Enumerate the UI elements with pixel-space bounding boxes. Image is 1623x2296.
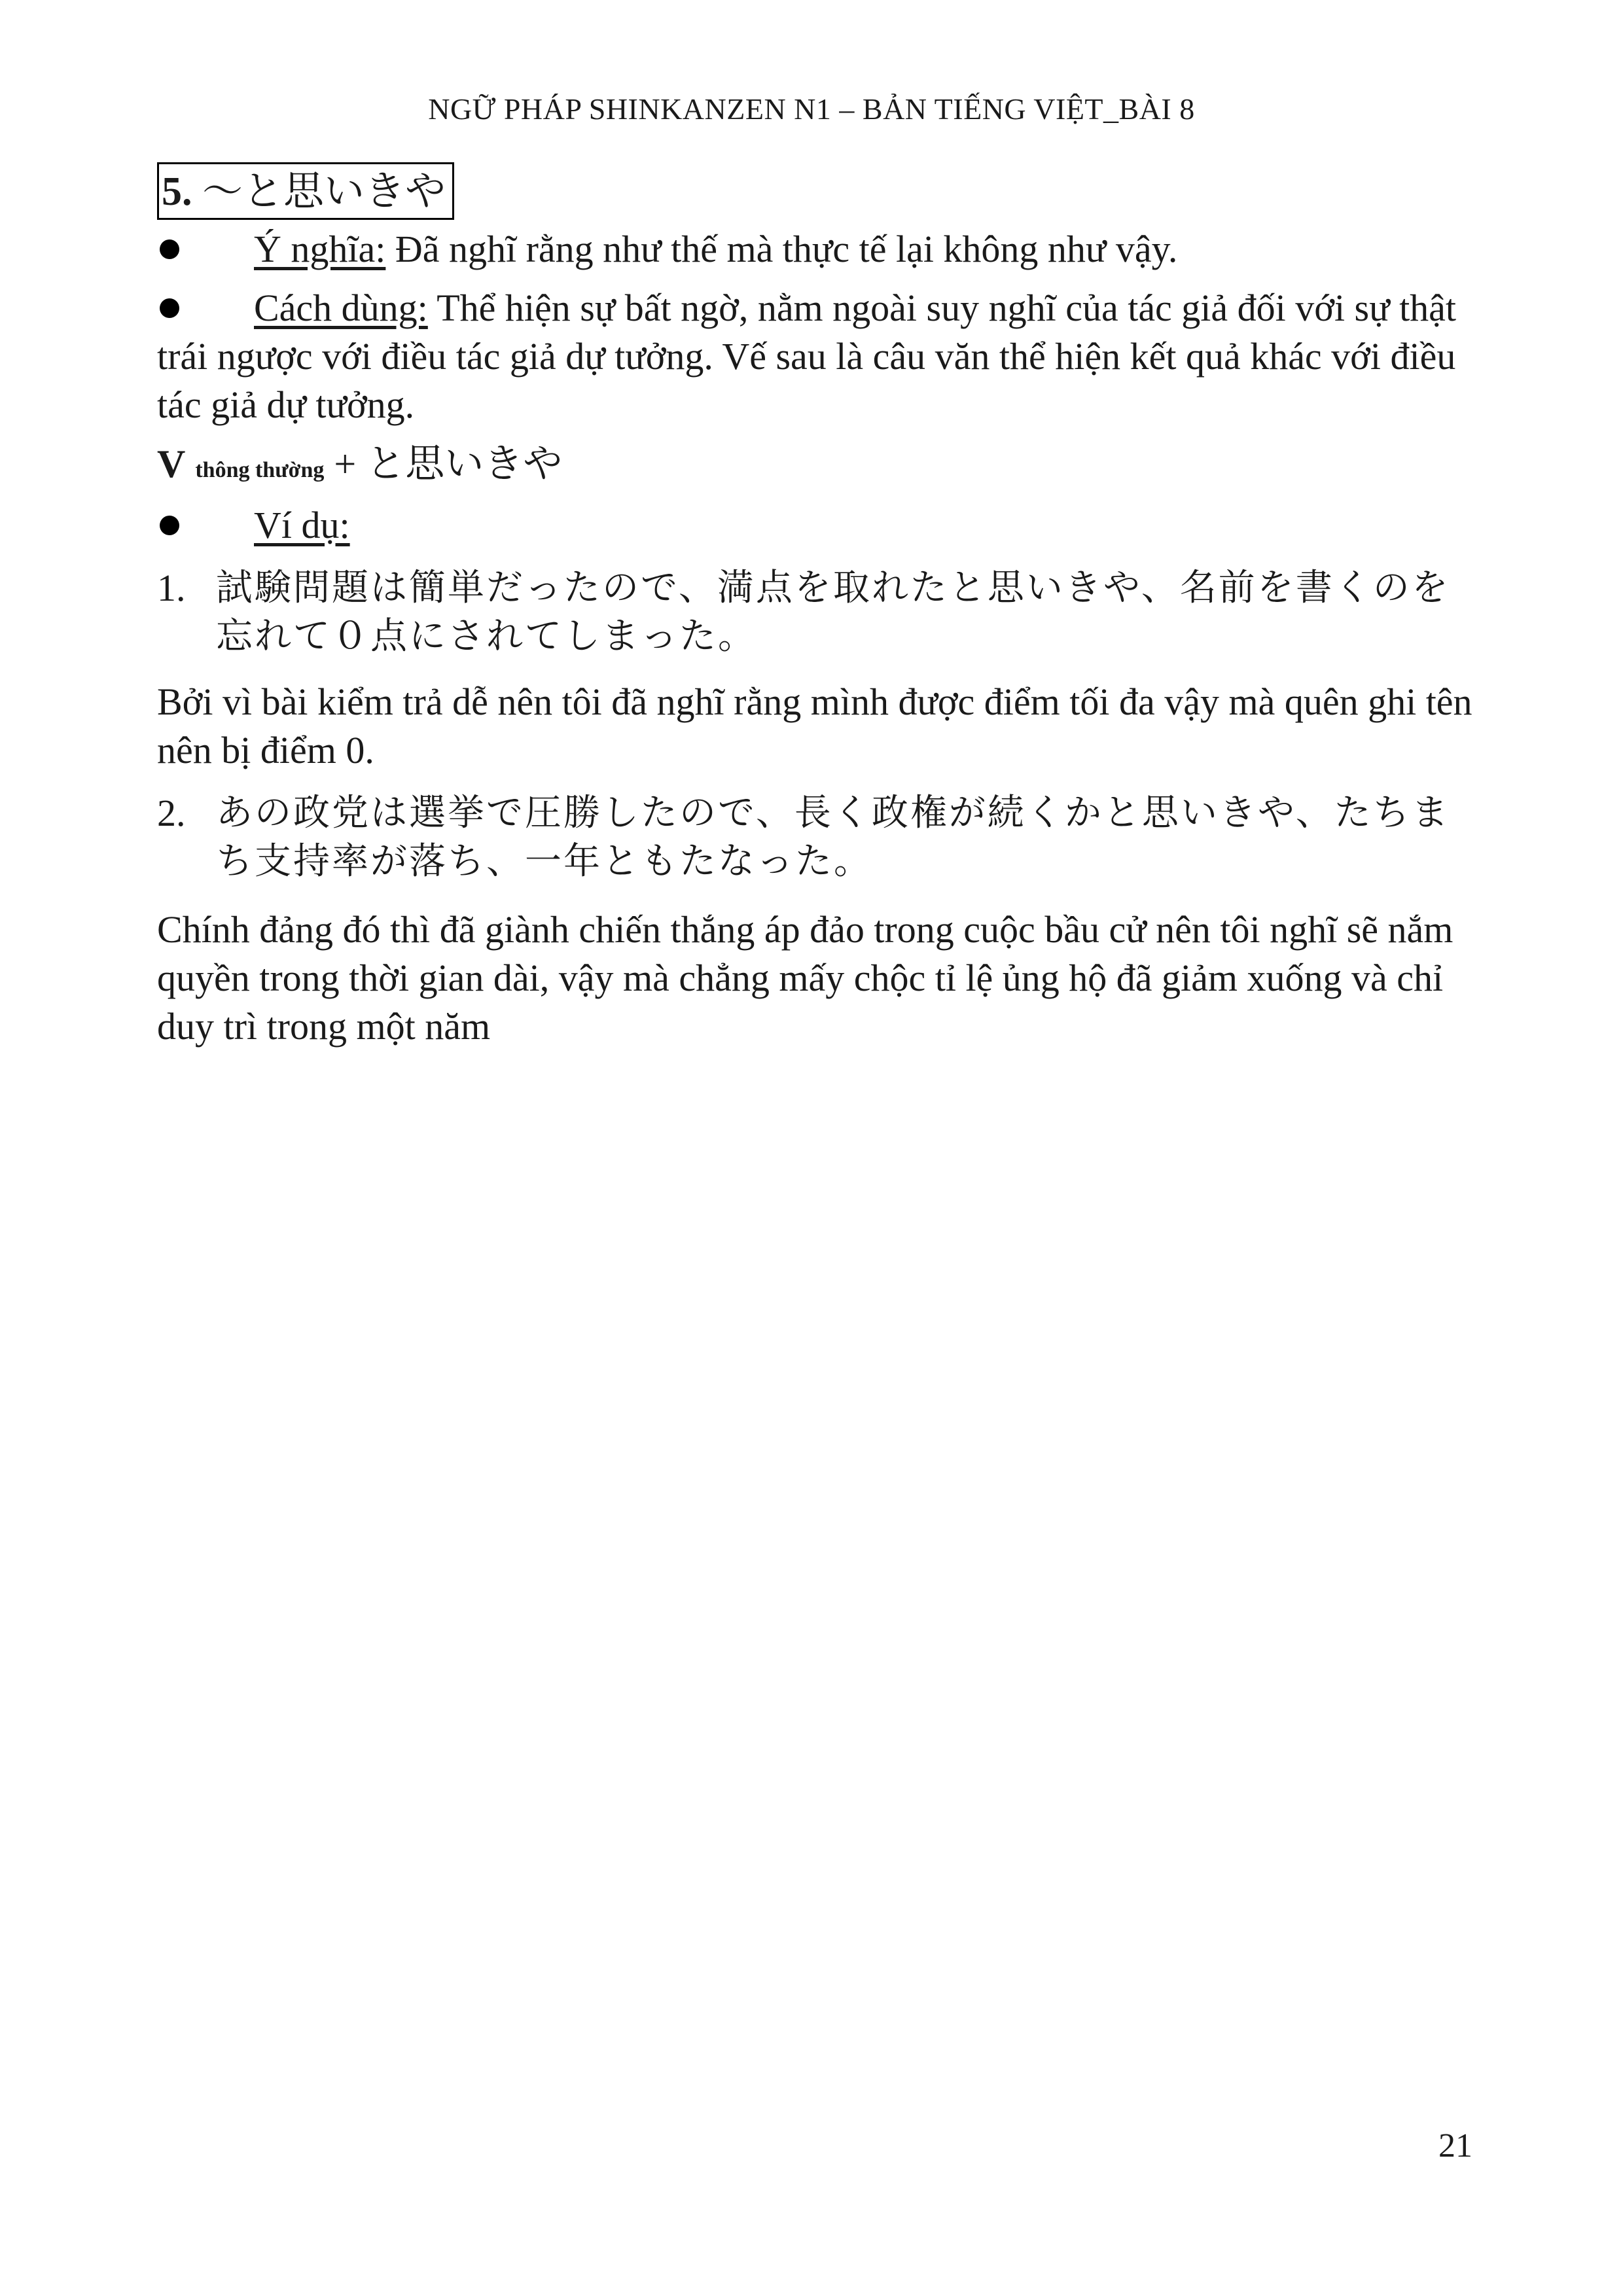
example-2-jp xyxy=(157,789,1472,886)
example-jp-text: あの政党は選挙で圧勝したので、長く政権が続くかと思いきや、たちまち支持率が落ち、一年ともたなった。 xyxy=(216,792,1450,883)
example-2-translation: Chính đảng đó thì đã giành chiến thắng áp đảo trong cuộc bầu cử nên tôi nghĩ sẽ nắm quyền trong thời gian dài, vậy mà chẳng mấy chộc tỉ lệ ủng hộ đã giảm xuống và chỉ duy trì trong một năm xyxy=(157,908,1454,1048)
usage-label: Cách dùng: xyxy=(254,287,428,329)
meaning-row xyxy=(157,225,1472,274)
meaning-label: Ý nghĩa: xyxy=(254,228,386,270)
example-number: 1. xyxy=(157,567,186,609)
page-number: 21 xyxy=(1438,2127,1472,2164)
page-header: NGỮ PHÁP SHINKANZEN N1 – BẢN TIẾNG VIỆT_BÀI 8 xyxy=(428,92,1195,126)
formula-subscript: thông thường xyxy=(195,458,325,482)
section-number: 5. xyxy=(162,169,192,214)
examples-row xyxy=(157,501,1472,550)
usage-text: Thể hiện sự bất ngờ, nằm ngoài suy nghĩ của tác giả đối với sự thật trái ngược với điều tác giả dự tưởng. Vế sau là câu văn thể hiện kết quả khác với điều tác giả dự tưởng. xyxy=(157,287,1457,426)
grammar-formula xyxy=(157,440,562,495)
section-title-text: 〜と思いきや xyxy=(202,169,446,214)
example-number: 2. xyxy=(157,792,186,834)
example-jp-text: 試験問題は簡単だったので、満点を取れたと思いきや、名前を書くのを忘れて０点にされてしまった。 xyxy=(216,567,1450,658)
bullet-icon xyxy=(160,239,179,259)
meaning-text: Đã nghĩ rằng như thế mà thực tế lại không như vậy. xyxy=(385,228,1178,270)
usage-row xyxy=(157,284,1472,429)
examples-label: Ví dụ: xyxy=(254,504,350,546)
formula-verb: V xyxy=(157,442,186,486)
section-title xyxy=(157,162,454,220)
bullet-icon xyxy=(160,298,179,318)
formula-rest: + と思いきや xyxy=(324,442,563,486)
example-1-jp xyxy=(157,564,1472,661)
example-1-translation: Bởi vì bài kiểm trả dễ nên tôi đã nghĩ rằng mình được điểm tối đa vậy mà quên ghi tên nên bị điểm 0. xyxy=(157,680,1472,771)
bullet-icon xyxy=(160,516,179,535)
